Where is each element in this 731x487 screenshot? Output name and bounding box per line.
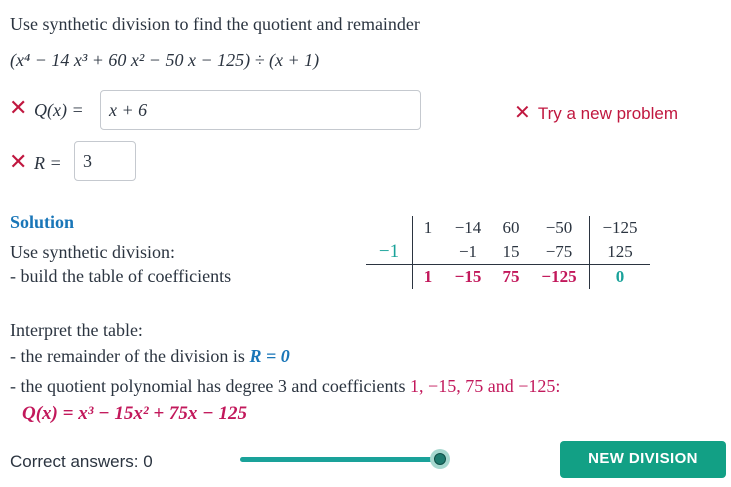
quotient-cell: −15 bbox=[443, 265, 493, 290]
coef-cell: −50 bbox=[545, 218, 573, 237]
wrong-icon: ✕ bbox=[9, 150, 28, 175]
divisor-cell: −1 bbox=[378, 241, 400, 262]
division-expression: (x⁴ − 14 x³ + 60 x² − 50 x − 125) ÷ (x + 1) bbox=[10, 50, 320, 70]
correct-answers-counter: Correct answers: 0 bbox=[10, 452, 153, 471]
remainder-sentence-text: - the remainder of the division is bbox=[10, 346, 250, 366]
solution-heading: Solution bbox=[10, 212, 75, 232]
quotient-sentence-text: - the quotient polynomial has degree 3 and coefficients bbox=[10, 376, 411, 396]
quotient-cell: −125 bbox=[529, 265, 590, 290]
remainder-input[interactable]: 3 bbox=[74, 141, 136, 181]
quotient-sentence bbox=[10, 376, 560, 397]
quotient-cell: 1 bbox=[413, 265, 444, 290]
product-cell bbox=[413, 240, 444, 265]
product-cell: −1 bbox=[458, 242, 478, 261]
product-cell: 15 bbox=[502, 242, 520, 261]
new-division-button[interactable]: NEW DIVISION bbox=[560, 441, 726, 478]
interpret-heading: Interpret the table: bbox=[10, 320, 143, 340]
remainder-cell: 0 bbox=[590, 265, 651, 290]
wrong-icon: ✕ bbox=[514, 100, 531, 124]
coef-cell: 60 bbox=[502, 218, 520, 237]
quotient-input[interactable]: x + 6 bbox=[100, 90, 421, 130]
remainder-label: R = bbox=[34, 153, 62, 173]
coef-cell: −125 bbox=[590, 216, 651, 240]
quotient-cell: 75 bbox=[493, 265, 529, 290]
synthetic-division-table bbox=[366, 216, 650, 289]
solution-line-2: - build the table of coefficients bbox=[10, 266, 232, 286]
wrong-icon: ✕ bbox=[9, 96, 28, 121]
quotient-formula: Q(x) = x³ − 15x² + 75x − 125 bbox=[22, 403, 247, 424]
slider-thumb[interactable] bbox=[430, 449, 450, 469]
product-cell: 125 bbox=[590, 240, 651, 265]
try-new-problem-label: Try a new problem bbox=[537, 104, 679, 123]
remainder-sentence bbox=[10, 346, 290, 367]
coef-cell: 1 bbox=[413, 216, 444, 240]
coef-cell: −14 bbox=[454, 218, 482, 237]
solution-line-1: Use synthetic division: bbox=[10, 242, 175, 262]
remainder-result: R = 0 bbox=[249, 346, 290, 366]
quotient-coefficients: 1, −15, 75 and −125: bbox=[410, 376, 561, 396]
instruction: Use synthetic division to find the quotient and remainder bbox=[10, 14, 420, 34]
difficulty-slider[interactable] bbox=[240, 449, 444, 471]
quotient-label: Q(x) = bbox=[34, 100, 84, 120]
product-cell: −75 bbox=[545, 242, 573, 261]
try-new-problem-link[interactable] bbox=[514, 100, 678, 124]
slider-track bbox=[240, 457, 440, 462]
